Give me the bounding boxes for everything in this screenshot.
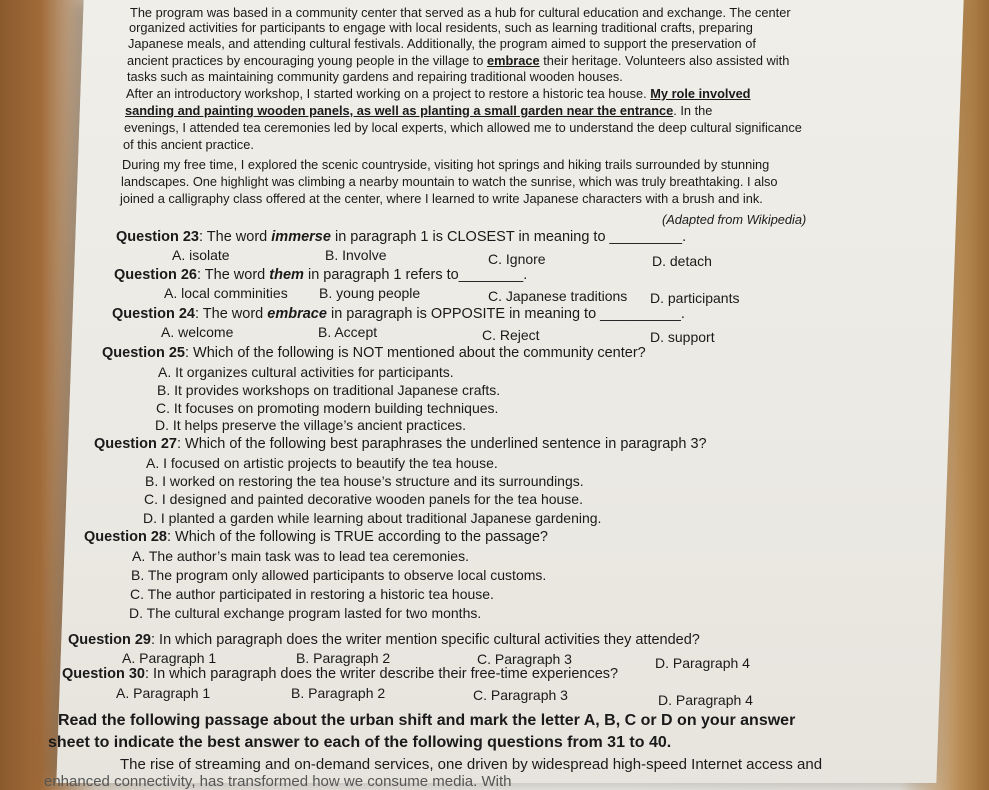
passage-line: sanding and painting wooden panels, as well as planting a small garden near the entrance. In the bbox=[125, 103, 713, 118]
option-27-d[interactable]: D. I planted a garden while learning about traditional Japanese gardening. bbox=[143, 510, 602, 526]
option-26-a[interactable]: A. local comminities bbox=[164, 285, 288, 301]
passage-line: of this ancient practice. bbox=[123, 137, 254, 152]
question-28-stem: Question 28: Which of the following is TRUE according to the passage? bbox=[84, 529, 548, 545]
option-26-c[interactable]: C. Japanese traditions bbox=[488, 288, 628, 304]
option-27-a[interactable]: A. I focused on artistic projects to beautify the tea house. bbox=[146, 455, 498, 471]
section-instruction: sheet to indicate the best answer to each of the following questions from 31 to 40. bbox=[48, 734, 672, 751]
question-27-stem: Question 27: Which of the following best paraphrases the underlined sentence in paragraph 3? bbox=[94, 436, 707, 452]
section-instruction: Read the following passage about the urban shift and mark the letter A, B, C or D on your answer bbox=[58, 712, 796, 729]
keyword-embrace: embrace bbox=[486, 53, 540, 68]
question-25-stem: Question 25: Which of the following is NOT mentioned about the community center? bbox=[102, 345, 646, 361]
option-24-a[interactable]: A. welcome bbox=[161, 324, 234, 340]
passage-line: After an introductory workshop, I started working on a project to restore a historic tea house. My role involved bbox=[126, 86, 751, 101]
question-24-stem: Question 24: The word embrace in paragraph is OPPOSITE in meaning to __________. bbox=[112, 306, 685, 322]
option-30-d[interactable]: D. Paragraph 4 bbox=[658, 692, 753, 708]
option-29-a[interactable]: A. Paragraph 1 bbox=[122, 650, 217, 666]
option-23-a[interactable]: A. isolate bbox=[172, 247, 230, 263]
option-23-c[interactable]: C. Ignore bbox=[488, 251, 546, 267]
passage-line: tasks such as maintaining community gardens and repairing traditional wooden houses. bbox=[127, 69, 623, 84]
passage-line: The program was based in a community center that served as a hub for cultural education and exchange. The center bbox=[130, 5, 791, 20]
option-24-b[interactable]: B. Accept bbox=[318, 324, 378, 340]
option-23-d[interactable]: D. detach bbox=[652, 253, 712, 269]
option-27-b[interactable]: B. I worked on restoring the tea house’s structure and its surroundings. bbox=[145, 473, 584, 489]
option-24-d[interactable]: D. support bbox=[650, 329, 715, 345]
option-28-c[interactable]: C. The author participated in restoring a historic tea house. bbox=[130, 586, 494, 602]
next-passage-line: enhanced connectivity, has transformed how we consume media. With bbox=[44, 773, 512, 790]
option-24-c[interactable]: C. Reject bbox=[482, 327, 540, 343]
underlined-sentence-start: My role involved bbox=[650, 86, 751, 101]
option-30-b[interactable]: B. Paragraph 2 bbox=[291, 685, 386, 701]
option-25-b[interactable]: B. It provides workshops on traditional Japanese crafts. bbox=[157, 382, 501, 398]
option-29-b[interactable]: B. Paragraph 2 bbox=[296, 650, 391, 666]
question-30-stem: Question 30: In which paragraph does the writer describe their free-time experiences? bbox=[62, 666, 619, 682]
option-30-c[interactable]: C. Paragraph 3 bbox=[473, 687, 568, 703]
option-30-a[interactable]: A. Paragraph 1 bbox=[116, 685, 211, 701]
passage-line: organized activities for participants to engage with local residents, such as learning traditional crafts, preparing bbox=[129, 20, 753, 35]
passage-line: During my free time, I explored the scenic countryside, visiting hot springs and hiking trails surrounded by stunning bbox=[122, 157, 770, 172]
option-23-b[interactable]: B. Involve bbox=[325, 247, 387, 263]
option-29-c[interactable]: C. Paragraph 3 bbox=[477, 651, 572, 667]
option-25-c[interactable]: C. It focuses on promoting modern building techniques. bbox=[156, 400, 499, 416]
passage-line: evenings, I attended tea ceremonies led by local experts, which allowed me to understand the deep cultural significance bbox=[124, 120, 802, 135]
option-28-d[interactable]: D. The cultural exchange program lasted for two months. bbox=[129, 605, 482, 621]
option-27-c[interactable]: C. I designed and painted decorative wooden panels for the tea house. bbox=[144, 491, 583, 507]
option-26-b[interactable]: B. young people bbox=[319, 285, 421, 301]
passage-line: landscapes. One highlight was climbing a nearby mountain to watch the sunrise, which was truly breathtaking. I also bbox=[121, 174, 778, 189]
passage-line: joined a calligraphy class offered at the center, where I learned to write Japanese characters with a brush and ink. bbox=[120, 191, 763, 206]
next-passage-line: The rise of streaming and on-demand services, one driven by widespread high-speed Internet access and bbox=[120, 756, 823, 773]
underlined-sentence: sanding and painting wooden panels, as well as planting a small garden near the entrance bbox=[125, 103, 674, 118]
question-23-stem: Question 23: The word immerse in paragraph 1 is CLOSEST in meaning to _________. bbox=[116, 229, 687, 245]
passage-line: Japanese meals, and attending cultural festivals. Additionally, the program aimed to support the preservation of bbox=[128, 36, 756, 51]
question-29-stem: Question 29: In which paragraph does the writer mention specific cultural activities they attended? bbox=[68, 632, 700, 648]
question-26-stem: Question 26: The word them in paragraph 1 refers to________. bbox=[114, 267, 528, 283]
option-29-d[interactable]: D. Paragraph 4 bbox=[655, 655, 750, 671]
option-28-b[interactable]: B. The program only allowed participants to observe local customs. bbox=[131, 567, 547, 583]
passage-line: ancient practices by encouraging young people in the village to embrace their heritage. Volunteers also assisted with bbox=[127, 53, 790, 68]
option-26-d[interactable]: D. participants bbox=[650, 290, 740, 306]
option-25-a[interactable]: A. It organizes cultural activities for participants. bbox=[158, 364, 454, 380]
option-25-d[interactable]: D. It helps preserve the village’s ancient practices. bbox=[155, 417, 467, 433]
option-28-a[interactable]: A. The author’s main task was to lead tea ceremonies. bbox=[132, 548, 469, 564]
source-citation: (Adapted from Wikipedia) bbox=[662, 212, 807, 227]
